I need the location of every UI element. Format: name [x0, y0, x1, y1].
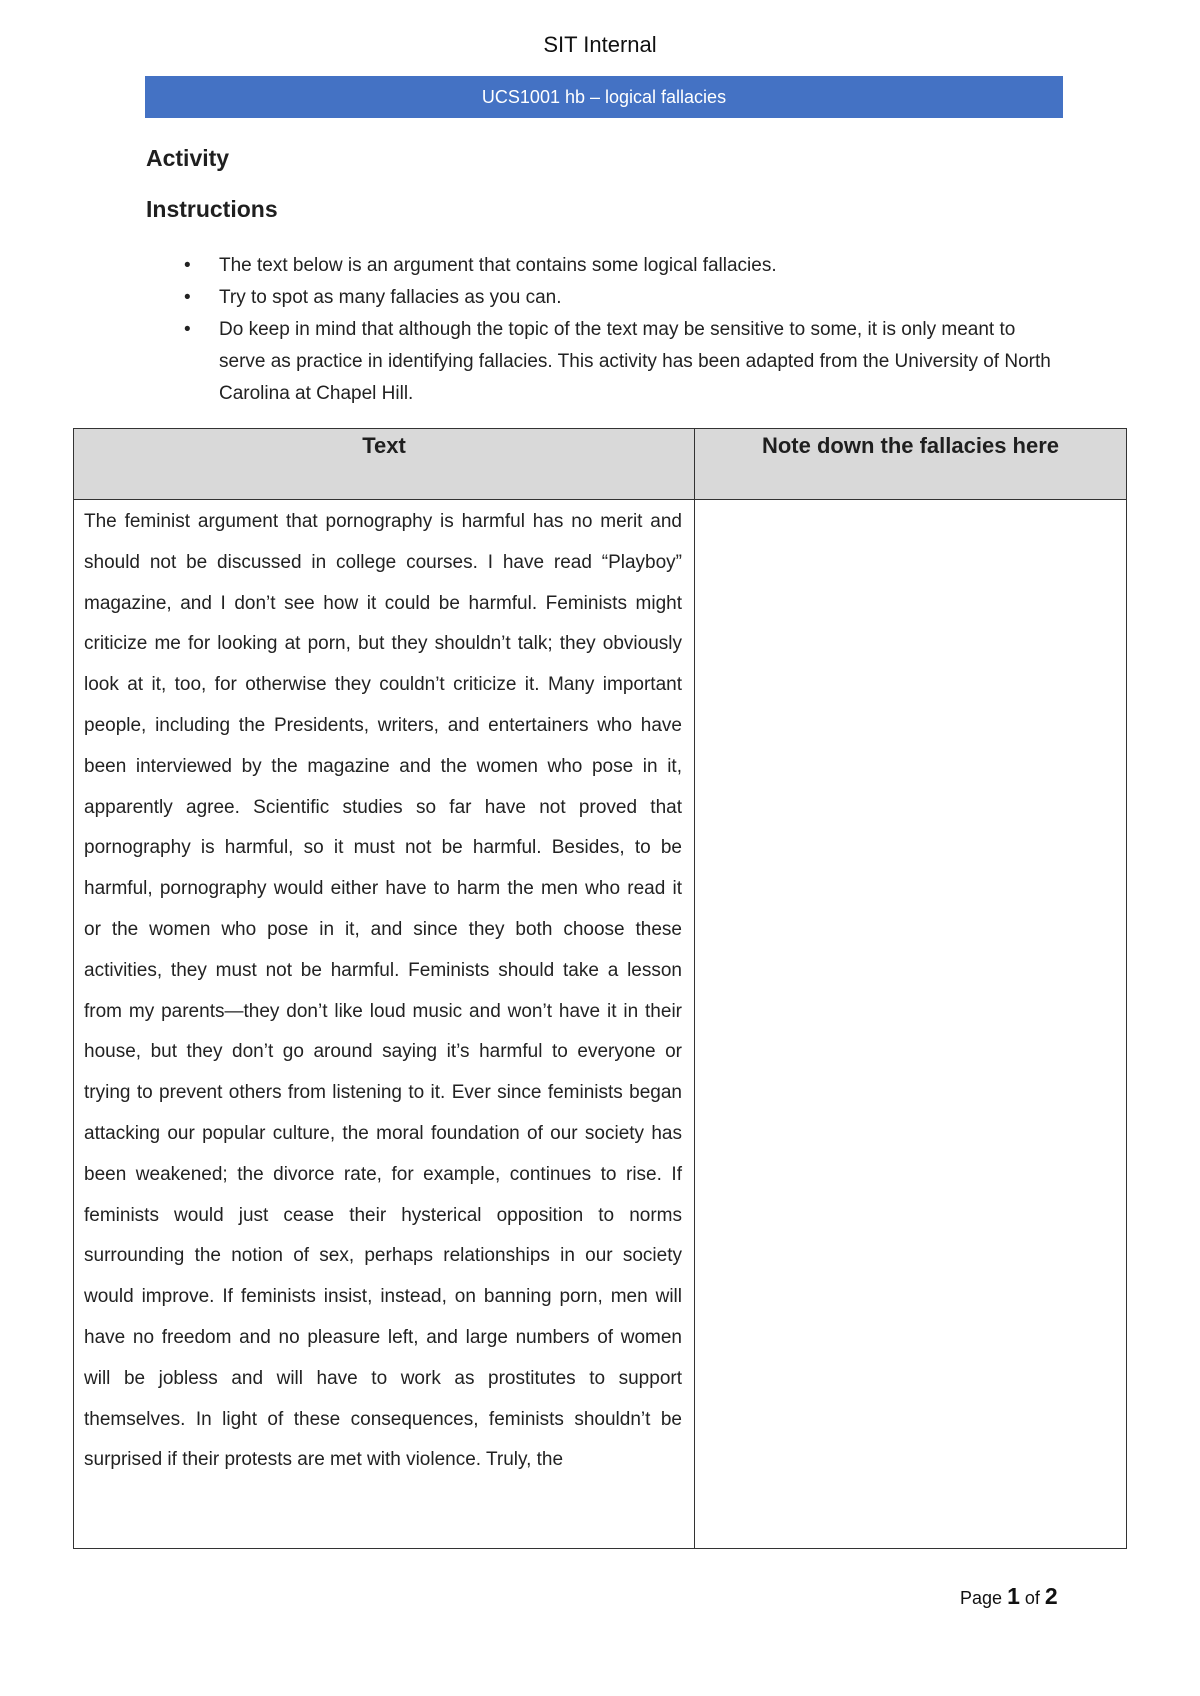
bullet-icon: • — [184, 287, 191, 308]
classification-label: SIT Internal — [543, 32, 657, 57]
instruction-item — [176, 250, 1056, 282]
argument-passage: The feminist argument that pornography is harmful has no merit and should not be discussed in college courses. I have read “Playboy” magazine, and I don’t see how it could be harmful. Feminists might criticize me for looking at porn, but they shouldn’t talk; they obviously look at it, too, for otherwise they couldn’t criticize it. Many important people, including the Presidents, writers, and entertainers who have been interviewed by the magazine and the women who pose in it, apparently agree. Scientific studies so far have not proved that pornography is harmful, so it must not be harmful. Besides, to be harmful, pornography would either have to harm the men who read it or the women who pose in it, and since they both choose these activities, they must not be harmful. Feminists should take a lesson from my parents—they don’t like loud music and won’t have it in their house, but they don’t go around saying it’s harmful to everyone or trying to prevent others from listening to it. Ever since feminists began attacking our popular culture, the moral foundation of our society has been weakened; the divorce rate, for example, continues to rise. If feminists would just cease their hysterical opposition to norms surrounding the notion of sex, perhaps relationships in our society would improve. If feminists insist, instead, on banning porn, men will have no freedom and no pleasure left, and large numbers of women will be jobless and will have to work as prostitutes to support themselves. In light of these consequences, feminists shouldn’t be surprised if their protests are met with violence. Truly, the — [74, 500, 695, 1549]
bullet-icon: • — [184, 255, 191, 276]
instruction-item — [176, 282, 1056, 314]
title-banner: UCS1001 hb – logical fallacies — [145, 76, 1063, 118]
notes-column-header: Note down the fallacies here — [695, 429, 1127, 500]
instructions-list — [176, 250, 1056, 410]
fallacy-notes-cell[interactable] — [695, 500, 1127, 1549]
activity-heading: Activity — [146, 145, 230, 171]
instruction-text: The text below is an argument that contains some logical fallacies. — [219, 255, 777, 276]
table-row — [74, 500, 1127, 1549]
table-header-row — [74, 429, 1127, 500]
total-page-number: 2 — [1044, 1583, 1058, 1609]
page-label: Page — [960, 1588, 1003, 1608]
current-page-number: 1 — [1007, 1583, 1020, 1609]
of-label: of — [1024, 1588, 1040, 1608]
instruction-item — [176, 314, 1056, 410]
text-column-header: Text — [74, 429, 695, 500]
instruction-text: Do keep in mind that although the topic of the text may be sensitive to some, it is only meant to serve as practice in identifying fallacies. This activity has been adapted from the University of North Carolina at Chapel Hill. — [219, 319, 1051, 404]
page-number — [960, 1583, 1058, 1610]
bullet-icon: • — [184, 319, 191, 340]
instructions-heading: Instructions — [146, 196, 278, 222]
activity-table — [73, 428, 1127, 1549]
instruction-text: Try to spot as many fallacies as you can. — [219, 287, 562, 308]
